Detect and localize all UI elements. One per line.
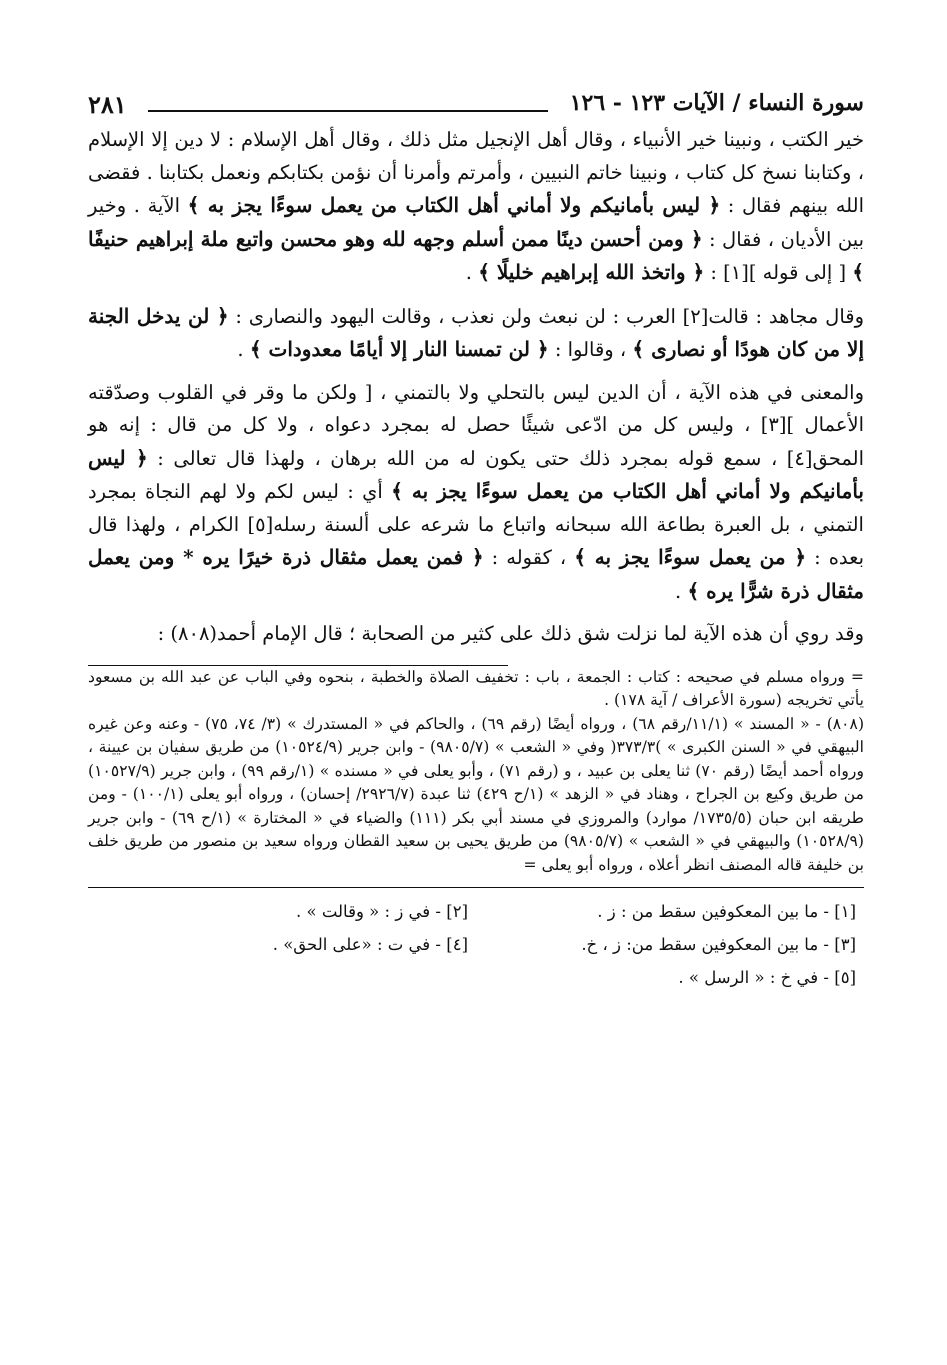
text-segment: . [675,579,688,603]
page-header [88,88,864,124]
quran-verse: ﴿ ليس بأمانيكم ولا أماني أهل الكتاب من يعمل سوءًا يجز به ﴾ [88,445,864,503]
quran-verse: ﴿ ومن أحسن دينًا ممن أسلم وجهه لله وهو محسن واتبع ملة إبراهيم حنيفًا ﴾ [88,226,864,284]
variants-separator [88,887,864,888]
main-text [88,124,864,651]
manuscript-variants [88,898,864,991]
quran-verse: ﴿ ليس بأمانيكم ولا أماني أهل الكتاب من يعمل سوءًا يجز به ﴾ [187,193,721,217]
text-segment: ، وقالوا : [548,338,633,361]
quran-verse: ﴿ واتخذ الله إبراهيم خليلًا ﴾ [478,260,705,284]
text-segment: وقال مجاهد : قالت[٢] العرب : لن نبعث ولن نعذب ، وقالت اليهود والنصارى : [228,304,864,328]
page-number: ٢٨١ [88,90,127,119]
paragraph [88,124,864,290]
text-segment: ، كقوله : [483,546,575,569]
footnote: = ورواه مسلم في صحيحه : كتاب : الجمعة ، باب : تخفيف الصلاة والخطبة ، بنحوه وفي الباب عن عبد الله بن مسعود يأتي تخريجه (سورة الأعراف / آية ١٧٨) . [88,667,864,709]
variant-note: [٣] - ما بين المعكوفين سقط من: ز ، خ. [581,935,856,954]
text-segment: أي : ليس لكم ولا لهم النجاة بمجرد التمني ، بل العبرة بطاعة الله سبحانه واتباع ما شرعه على ألسنة رسله[٥] الكرام ، ولهذا قال بعده : [88,480,864,569]
variant-note: [٢] - في ز : « وقالت » . [296,902,468,921]
text-segment: [ إلى قوله ][١] : [704,261,853,284]
text-segment: . [465,261,479,284]
quran-verse: ﴿ لن يدخل الجنة إلا من كان هودًا أو نصارى ﴾ [88,303,864,361]
quran-verse: ﴿ لن تمسنا النار إلا أيامًا معدودات ﴾ [249,337,549,361]
text-segment: الآية . وخير بين الأديان ، فقال : [88,194,864,251]
header-rule [148,110,548,112]
text-segment: والمعنى في هذه الآية ، أن الدين ليس بالتحلي ولا بالتمني ، [ ولكن ما وقر في القلوب وصدّقته الأعمال ][٣] ، وليس كل من ادّعى شيئًا حصل له بمجرد دعواه ، ولا كل من قال : إنه هو المحق[٤] ، سمع قوله بمجرد ذلك حتى يكون له من الله برهان ، ولهذا قال تعالى : [88,380,864,470]
text-segment: . [237,338,250,361]
paragraph [88,377,864,609]
quran-verse: ﴿ من يعمل سوءًا يجز به ﴾ [574,545,807,569]
quran-verse: ﴿ فمن يعمل مثقال ذرة خيرًا يره * ومن يعمل مثقال ذرة شرًّا يره ﴾ [88,545,864,603]
running-title: سورة النساء / الآيات ١٢٣ - ١٢٦ [569,90,864,116]
footnote: (٨٠٨) - « المسند » (١١/١/رقم ٦٨) ، ورواه أيضًا (رقم ٦٩) ، والحاكم في « المستدرك » (٣/ ٧٤، ٧٥) - وعنه وعن غيره البيهقي في « السنن الكبرى » )٣٧٣/٣( وفي « الشعب » (٩٨٠٥/٧) - وابن جرير (١٠٥٢٤/٩) من طريق سفيان بن عيينة ، ورواه أحمد أيضًا (رقم ٧٠) ثنا يعلى بن عبيد ، و (رقم ٧١) ، وأبو يعلى في « مسنده » (١/رقم ٩٩) ، وابن جرير (١٠٥٢٧/٩) من طريق وكيع بن الجراح ، وهناد في « الزهد » (١/ح ٤٢٩) ثنا عبدة (٢٩٢٦/٧/ إحسان) ، ورواه أبو يعلى (١٠٠/١) - ومن طريقه ابن حبان (١٧٣٥/٥/ موارد) والمروزي في مسند أبي بكر (١١١) والضياء في « المختارة » (١/ح ٦٩) - وابن جرير (١٠٥٢٨/٩) والبيهقي في « الشعب » (٩٨٠٥/٧) من طريق يحيى بن سعيد القطان ورواه سعيد بن منصور من طريق خلف بن خليفة قاله المصنف انظر أعلاه ، ورواه أبو يعلى = [88,714,865,874]
variant-note: [٥] - في خ : « الرسل » . [678,968,856,987]
footnotes [88,666,864,878]
text-segment: خير الكتب ، ونبينا خير الأنبياء ، وقال أهل الإنجيل مثل ذلك ، وقال أهل الإسلام : لا دين إلا الإسلام ، وكتابنا نسخ كل كتاب ، ونبينا خاتم النبيين ، وأمرتم وأمرنا أن نؤمن بكتابكم ونعمل بكتابنا . فقضى الله بينهم فقال : [88,128,864,217]
paragraph [88,300,864,367]
variant-note: [١] - ما بين المعكوفين سقط من : ز . [597,902,856,921]
paragraph [88,618,864,651]
variant-note: [٤] - في ت : «على الحق» . [272,935,468,954]
book-page [88,88,864,991]
text-segment: وقد روي أن هذه الآية لما نزلت شق ذلك على كثير من الصحابة ؛ قال الإمام أحمد(٨٠٨) : [157,622,864,645]
